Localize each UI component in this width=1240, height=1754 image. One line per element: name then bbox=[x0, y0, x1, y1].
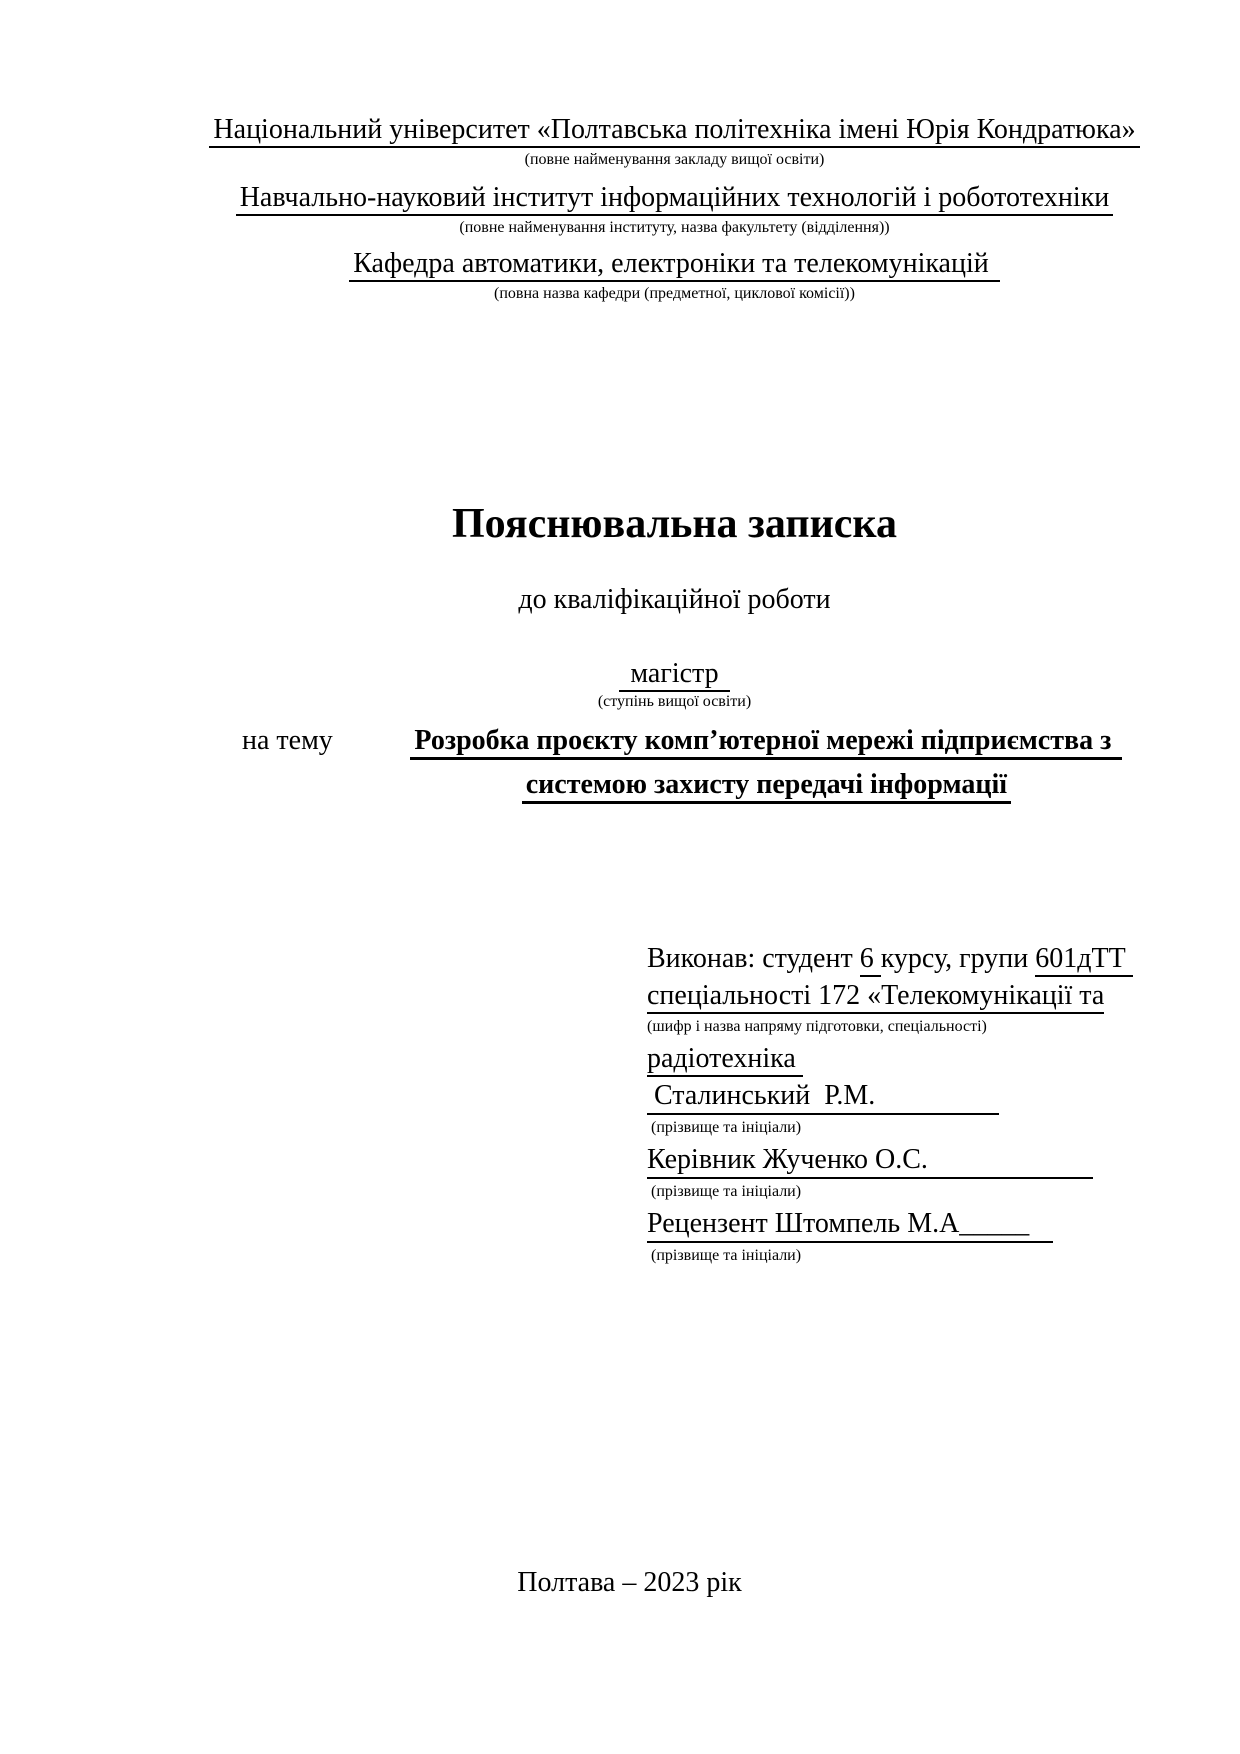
institute-caption: (повне найменування інституту, назва факультету (відділення)) bbox=[459, 219, 890, 236]
author-name-line-wrap bbox=[647, 1077, 1172, 1115]
document-subtitle: до кваліфікаційної роботи bbox=[518, 584, 831, 615]
university-name: Національний університет «Полтавська політехніка імені Юрія Кондратюка» bbox=[209, 114, 1139, 148]
theme-line-1: Розробка проєкту комп’ютерної мережі підприємства з bbox=[410, 725, 1122, 760]
supervisor-line: Керівник Жученко О.С. bbox=[647, 1144, 1093, 1179]
department-name: Кафедра автоматики, електроніки та телекомунікацій bbox=[349, 248, 999, 282]
institute-line bbox=[177, 180, 1172, 216]
theme-line-wrap bbox=[361, 763, 1172, 807]
theme-line-wrap bbox=[361, 719, 1172, 763]
document-title: Пояснювальна записка bbox=[452, 501, 897, 547]
department-line bbox=[177, 246, 1172, 282]
theme-text bbox=[361, 719, 1172, 807]
reviewer-line-wrap bbox=[647, 1205, 1172, 1243]
specialty-caption: (шифр і назва напряму підготовки, спеціальності) bbox=[647, 1018, 987, 1035]
degree-value: магістр bbox=[619, 658, 729, 692]
executor-line bbox=[647, 940, 1172, 977]
degree-caption: (ступінь вищої освіти) bbox=[597, 693, 752, 710]
university-caption: (повне найменування закладу вищої освіти) bbox=[524, 151, 825, 168]
degree-line bbox=[177, 656, 1172, 692]
institute-name: Навчально-науковий інститут інформаційних технологій і робототехніки bbox=[236, 182, 1114, 216]
theme-label: на тему bbox=[242, 725, 333, 756]
author-name-caption: (прізвище та ініціали) bbox=[651, 1119, 802, 1136]
supervisor-caption: (прізвище та ініціали) bbox=[651, 1183, 802, 1200]
reviewer-line: Рецензент Штомпель М.А_____ bbox=[647, 1208, 1053, 1243]
specialty-line-wrap bbox=[647, 977, 1172, 1014]
author-block bbox=[647, 940, 1172, 1269]
course-value: 6 bbox=[860, 943, 881, 977]
theme-row bbox=[177, 719, 1172, 807]
city-year: Полтава – 2023 рік bbox=[517, 1567, 742, 1598]
executor-prefix: Виконав: студент bbox=[647, 943, 860, 974]
group-value: 601дТТ bbox=[1035, 943, 1132, 977]
supervisor-line-wrap bbox=[647, 1141, 1172, 1179]
reviewer-caption: (прізвище та ініціали) bbox=[651, 1247, 802, 1264]
specialty-continuation-wrap bbox=[647, 1040, 1172, 1077]
theme-line-2: системою захисту передачі інформації bbox=[522, 769, 1011, 804]
department-caption: (повна назва кафедри (предметної, циклової комісії)) bbox=[494, 285, 855, 302]
specialty-continuation: радіотехніка bbox=[647, 1043, 803, 1077]
university-line bbox=[177, 112, 1172, 148]
specialty-line: спеціальності 172 «Телекомунікації та bbox=[647, 980, 1104, 1014]
executor-mid: курсу, групи bbox=[880, 943, 1036, 974]
author-name-line: Сталинський Р.М. bbox=[647, 1080, 999, 1115]
